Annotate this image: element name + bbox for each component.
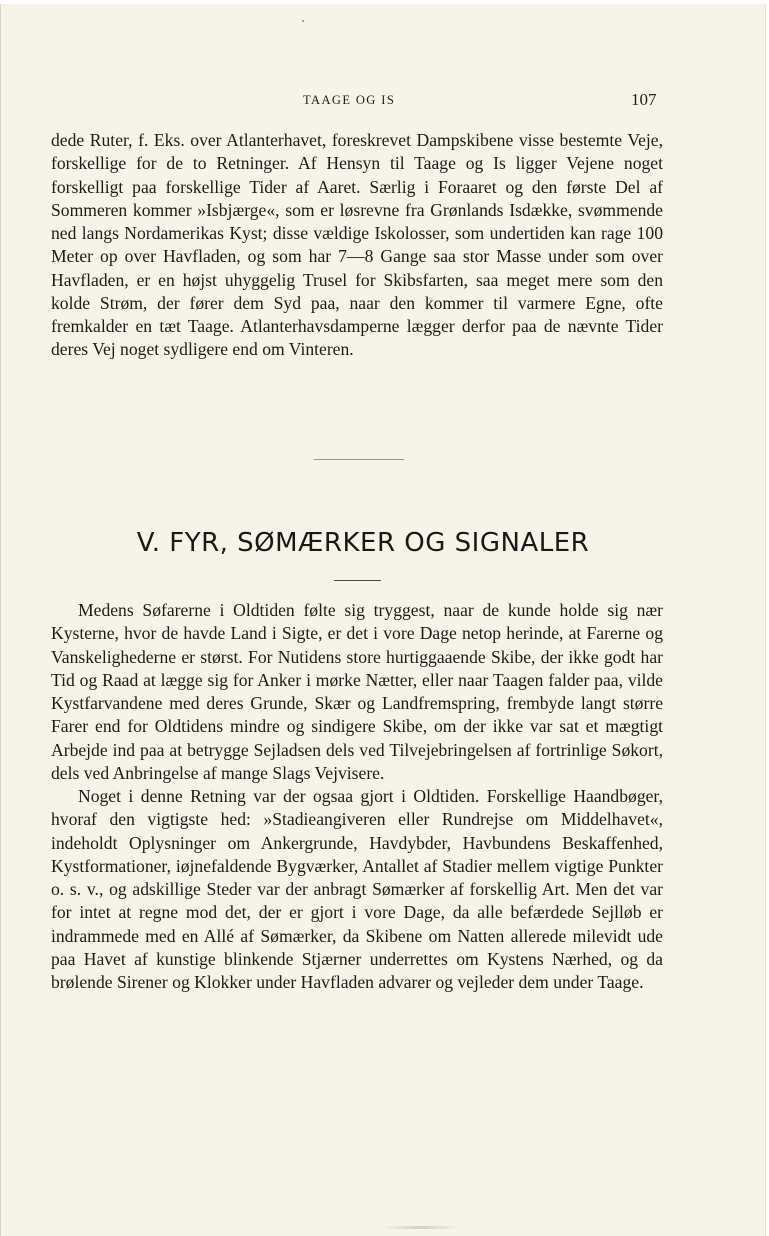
running-head xyxy=(1,90,766,112)
paragraph-2: Noget i denne Retning var der ogsaa gjort i Oldtiden. Forskellige Haandbøger, hvoraf den vigtigste hed: »Stadieangiveren eller Rundrejse om Middelhavet«, indeholdt Oplysninger om Ankergrunde, Havdybder, Havbundens Beskaffenhed, Kystformationer, iøjnefaldende Bygværker, Antallet af Stadier mellem vigtige Punkter o. s. v., og adskillige Steder var der anbragt Sømærker af forskellig Art. Men det var for intet at regne mod det, der er gjort i vore Dage, da alle befærdede Sejlløb er indrammede med en Allé af Sømærker, da Skibene om Natten allerede milevidt ude paa Havet af kunstige blinkende Stjærner underrettes om Kystens Nærhed, og da brølende Sirener og Klokker under Havfladen advarer og vejleder dem under Taage. xyxy=(51,786,663,992)
text-block-continuation xyxy=(51,129,663,362)
running-title: TAAGE OG IS xyxy=(303,93,396,107)
page-number: 107 xyxy=(631,90,657,109)
paper-smudge xyxy=(381,1226,461,1229)
paragraph-continuation: dede Ruter, f. Eks. over Atlanterhavet, foreskrevet Dampskibene visse bestemte Veje, forskellige for de to Retninger. Af Hensyn til Taage og Is ligger Vejene noget forskelligt paa forskellige Tider af Aaret. Særlig i Foraaret og den første Del af Sommeren kommer »Isbjærge«, som er løsrevne fra Grønlands Isdække, svømmende ned langs Nordamerikas Kyst; disse vældige Iskolosser, som undertiden kan rage 100 Meter op over Havfladen, og som har 7—8 Gange saa stor Masse under som over Havfladen, er en højst uhyggelig Trusel for Skibsfarten, saa meget mere som den kolde Strøm, der fører dem Syd paa, naar den kommer til varmere Egne, ofte fremkalder en tæt Taage. Atlanterhavsdamperne lægger derfor paa de nævnte Tider deres Vej noget sydligere end om Vinteren. xyxy=(51,130,663,360)
chapter-title-rule xyxy=(334,580,381,581)
paragraph-1: Medens Søfarerne i Oldtiden følte sig tryggest, naar de kunde holde sig nær Kysterne, hvor de havde Land i Sigte, er det i vore Dage netop herinde, at Farerne og Vanskelighederne er størst. For Nutidens store hurtiggaaende Skibe, der ikke godt har Tid og Raad at lægge sig for Anker i mørke Nætter, eller naar Taagen falder paa, vilde Kystfarvandene med deres Grunde, Skær og Landfremspring, frembyde langt større Farer end for Oldtidens mindre og sindigere Skibe, om der ikke var sat et mægtigt Arbejde ind paa at betrygge Sejladsen dels ved Tilvejebringelsen af fortrinlige Søkort, dels ved Anbringelse af mange Slags Vejvisere. xyxy=(51,600,663,783)
paper-speck xyxy=(302,20,304,22)
book-page xyxy=(0,4,766,1236)
section-divider xyxy=(314,459,404,460)
chapter-title: V. FYR, SØMÆRKER OG SIGNALER xyxy=(136,528,590,558)
text-block-chapter xyxy=(51,599,663,994)
